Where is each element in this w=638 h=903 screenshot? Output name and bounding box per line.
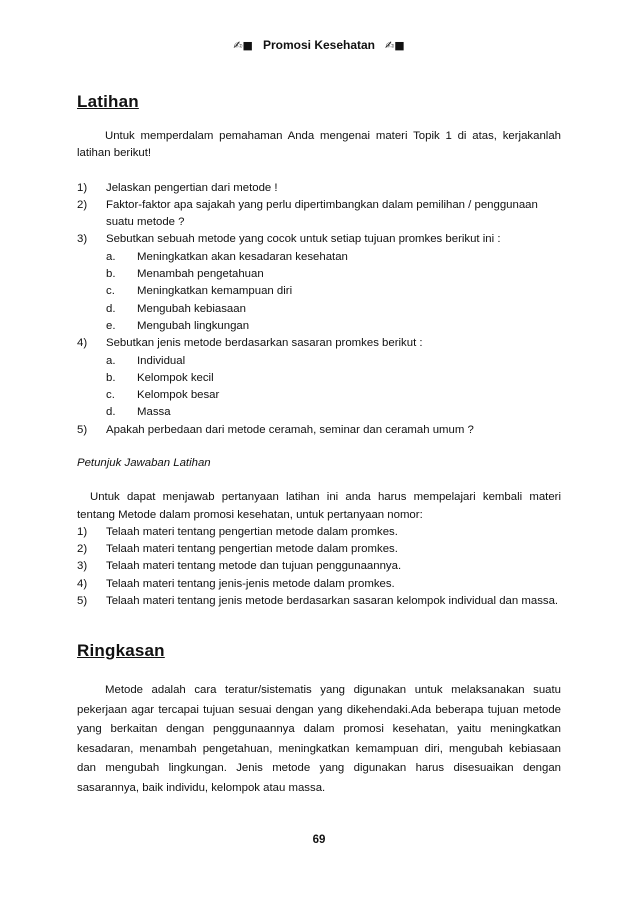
- question-item-number: 1): [77, 181, 88, 194]
- petunjuk-item: [77, 593, 561, 610]
- question-item: [77, 335, 561, 421]
- sub-question-item: [106, 370, 561, 387]
- petunjuk-heading: Petunjuk Jawaban Latihan: [77, 457, 211, 469]
- petunjuk-item: [77, 541, 561, 558]
- petunjuk-item-text: Telaah materi tentang pengertian metode dalam promkes.: [106, 543, 398, 556]
- petunjuk-item: [77, 558, 561, 575]
- ringkasan-text: Metode adalah cara teratur/sistematis yang digunakan untuk melaksanakan suatu pekerjaan agar tercapai tujuan sesuai dengan yang dikehendaki.Ada beberapa tujuan metode yang berkaitan dengan penggunaannya dalam promosi kesehatan, yaitu meningkatkan kesadaran, menambah pengetahuan, meningkatkan kemampuan diri, mengubah kebiasaan dan mengubah lingkungan. Jenis metode yang digunakan harus disesuaikan dengan sasarannya, baik individu, kelompok atau massa.: [77, 684, 561, 794]
- petunjuk-item-number: 5): [77, 595, 88, 608]
- petunjuk-item-text: Telaah materi tentang jenis-jenis metode dalam promkes.: [106, 577, 395, 590]
- page-number: 69: [312, 834, 326, 846]
- question-item-text: Apakah perbedaan dari metode ceramah, seminar dan ceramah umum ?: [106, 423, 474, 436]
- sub-question-item: [106, 353, 561, 370]
- sub-question-item-text: Kelompok kecil: [137, 371, 214, 384]
- question-item-number: 3): [77, 233, 88, 246]
- question-item: [77, 422, 561, 439]
- sub-question-item-number: a.: [106, 250, 116, 263]
- petunjuk-item-text: Telaah materi tentang metode dan tujuan penggunaannya.: [106, 560, 402, 573]
- sub-question-item-number: e.: [106, 319, 116, 332]
- question-item: [77, 197, 561, 232]
- sub-question-list: [106, 353, 561, 422]
- question-item-number: 2): [77, 198, 88, 211]
- sub-question-item-number: b.: [106, 268, 116, 281]
- petunjuk-item-number: 2): [77, 543, 88, 556]
- sub-question-item-number: b.: [106, 371, 116, 384]
- sub-question-item: [106, 301, 561, 318]
- sub-question-item: [106, 404, 561, 421]
- header-title: Promosi Kesehatan: [262, 38, 376, 52]
- ringkasan-section: [77, 681, 561, 799]
- petunjuk-item-text: Telaah materi tentang jenis metode berdasarkan sasaran kelompok individual dan massa.: [106, 595, 559, 608]
- question-item-number: 5): [77, 423, 88, 436]
- latihan-section: [77, 128, 561, 439]
- question-item-number: 4): [77, 337, 88, 350]
- sub-question-item-text: Mengubah kebiasaan: [137, 302, 246, 315]
- sub-question-item-number: d.: [106, 302, 116, 315]
- sub-question-list: [106, 249, 561, 335]
- petunjuk-item-number: 1): [77, 525, 88, 538]
- sub-question-item-text: Kelompok besar: [137, 389, 220, 402]
- petunjuk-item-number: 4): [77, 577, 88, 590]
- sub-question-item: [106, 266, 561, 283]
- petunjuk-section: [77, 455, 561, 610]
- question-item-text: Sebutkan jenis metode berdasarkan sasaran promkes berikut :: [106, 337, 423, 350]
- question-item: [77, 180, 561, 197]
- petunjuk-intro: Untuk dapat menjawab pertanyaan latihan ini anda harus mempelajari kembali materi tentang Metode dalam promosi kesehatan, untuk pertanyaan nomor:: [77, 491, 561, 521]
- section-title-ringkasan: Ringkasan: [77, 641, 165, 660]
- petunjuk-item-text: Telaah materi tentang pengertian metode dalam promkes.: [106, 525, 398, 538]
- sub-question-item-number: c.: [106, 285, 115, 298]
- sub-question-item-text: Individual: [137, 354, 186, 367]
- petunjuk-list: [77, 524, 561, 610]
- question-item: [77, 231, 561, 335]
- question-item-text: Jelaskan pengertian dari metode !: [106, 181, 278, 194]
- sub-question-item-number: c.: [106, 389, 115, 402]
- petunjuk-item: [77, 524, 561, 541]
- sub-question-item-number: a.: [106, 354, 116, 367]
- petunjuk-item-number: 3): [77, 560, 88, 573]
- sub-question-item-text: Meningkatkan akan kesadaran kesehatan: [137, 250, 348, 263]
- running-header: [0, 38, 638, 52]
- sub-question-item-text: Meningkatkan kemampuan diri: [137, 285, 293, 298]
- writing-hand-icon: ✍■: [385, 39, 405, 52]
- latihan-intro: Untuk memperdalam pemahaman Anda mengenai materi Topik 1 di atas, kerjakanlah latihan berikut!: [77, 130, 561, 160]
- writing-hand-icon: ✍■: [233, 39, 253, 52]
- sub-question-item-number: d.: [106, 406, 116, 419]
- sub-question-item: [106, 283, 561, 300]
- question-list: [77, 180, 561, 439]
- sub-question-item-text: Menambah pengetahuan: [137, 268, 264, 281]
- section-title-latihan: Latihan: [77, 92, 139, 111]
- sub-question-item: [106, 387, 561, 404]
- sub-question-item: [106, 249, 561, 266]
- sub-question-item-text: Mengubah lingkungan: [137, 319, 250, 332]
- sub-question-item: [106, 318, 561, 335]
- petunjuk-item: [77, 576, 561, 593]
- sub-question-item-text: Massa: [137, 406, 171, 419]
- question-item-text: Faktor-faktor apa sajakah yang perlu dipertimbangkan dalam pemilihan / penggunaan suatu metode ?: [106, 198, 538, 229]
- question-item-text: Sebutkan sebuah metode yang cocok untuk setiap tujuan promkes berikut ini :: [106, 233, 501, 246]
